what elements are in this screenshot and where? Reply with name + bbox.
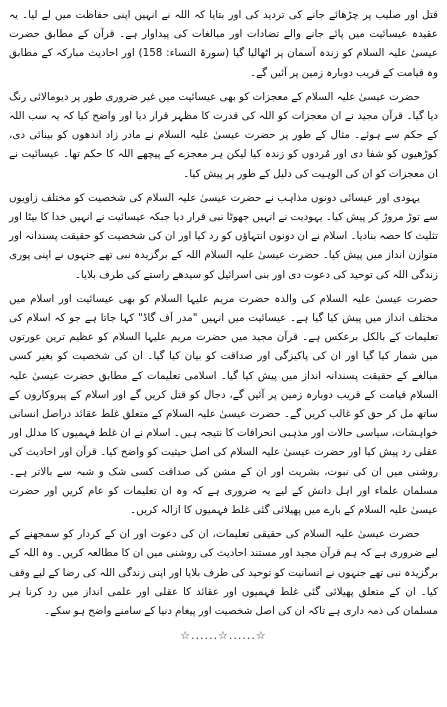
section-end-ornament: ☆......☆......☆ — [180, 629, 267, 643]
paragraph-5: حضرت عیسیٰ علیہ السلام کی حقیقی تعلیمات، ان کی دعوت اور ان کے کردار کو سمجھنے کے لیے ضروری ہے کہ ہم قرآن مجید اور مستند احادیث کی روشنی میں ان کا مطالعہ کریں۔ وہ اللہ کے برگزیدہ نبی تھے جنہوں نے انسانیت کو توحید کی طرف بلایا اور اپنی زندگی اللہ کی رضا کے لیے وقف کیا۔ ان کے متعلق پھیلائی گئی غلط فہمیوں اور عقائد کا عقلی اور علمی انداز میں رد کرنا ہر مسلمان کی ذمہ داری ہے تاکہ ان کی اصل شخصیت اور پیغام دنیا کے سامنے واضح ہو سکے۔ — [9, 528, 438, 618]
paragraph-4: حضرت عیسیٰ علیہ السلام کی والدہ حضرت مریم علیہا السلام کو بھی عیسائیت اور اسلام میں مختلف انداز میں پیش کیا گیا ہے۔ عیسائیت میں انہیں "مدر آف گاڈ" کہا جاتا ہے جو کہ اسلام کی تعلیمات کے بالکل برعکس ہے۔ قرآن مجید میں حضرت مریم علیہا السلام کو عظیم ترین عورتوں میں شمار کیا گیا اور ان کی پاکیزگی اور صداقت کو بیان کیا گیا۔ ان کی شخصیت کو بغیر کسی مبالغے کے حقیقت پسندانہ انداز میں پیش کیا گیا۔ اسلامی تعلیمات کے مطابق حضرت عیسیٰ علیہ السلام قیامت کے قریب دوبارہ زمین پر آئیں گے، دجال کو قتل کریں گے اور اسلام کے پیروکاروں کے ساتھ مل کر حق کو غالب کریں گے۔ حضرت عیسیٰ علیہ السلام کے متعلق غلط عقائد دراصل انسانی خواہشات، سیاسی حالات اور مذہبی انحرافات کا نتیجہ ہیں۔ اسلام نے ان غلط فہمیوں کا مدلل اور عقلی رد پیش کیا اور حضرت عیسیٰ علیہ السلام کی اصل حیثیت کو واضح کیا۔ قرآن اور احادیث کی روشنی میں ان کی نبوت، بشریت اور ان کے مشن کی صداقت کسی شک و شبہ سے بالاتر ہے۔ مسلمان علماء اور اہل دانش کے لیے یہ ضروری ہے کہ وہ ان تعلیمات کو عام کریں اور حضرت عیسیٰ علیہ السلام کے بارے میں پھیلائی گئی غلط فہمیوں کا ازالہ کریں۔ — [9, 292, 438, 517]
paragraph-2: حضرت عیسیٰ علیہ السلام کے معجزات کو بھی عیسائیت میں غیر ضروری طور پر دیومالائی رنگ دیا گیا۔ قرآن مجید نے ان معجزات کو اللہ کی قدرت کا مظہر قرار دیا اور واضح کیا کہ یہ سب اللہ کے حکم سے ہوئے۔ مثال کے طور پر حضرت عیسیٰ علیہ السلام نے مادر زاد اندھوں کو بینائی دی، کوڑھیوں کو شفا دی اور مُردوں کو زندہ کیا لیکن ہر معجزے کے پیچھے اللہ کا حکم تھا۔ عیسائیت نے ان معجزات کو ان کی الوہیت کی دلیل کے طور پر پیش کیا۔ — [9, 90, 438, 180]
paragraph-3: یہودی اور عیسائی دونوں مذاہب نے حضرت عیسیٰ علیہ السلام کی شخصیت کو مختلف زاویوں سے توڑ مروڑ کر پیش کیا۔ یہودیت نے انہیں جھوٹا نبی قرار دیا جبکہ عیسائیت نے انہیں خدا کا بیٹا اور تثلیث کا حصہ بنادیا۔ اسلام نے ان دونوں انتہاؤں کو رد کیا اور ان کی شخصیت کو حقیقت پسندانہ اور متوازن انداز میں پیش کیا۔ حضرت عیسیٰ علیہ السلام اللہ کے برگزیدہ نبی تھے جنہوں نے اپنی پوری زندگی اللہ کی توحید کی دعوت دی اور بنی اسرائیل کو سیدھے راستے کی طرف بلایا۔ — [9, 191, 438, 281]
paragraph-1: قتل اور صلیب پر چڑھائے جانے کی تردید کی اور بتایا کہ اللہ نے انہیں اپنی حفاظت میں لے لیا۔ یہ عقیدہ عیسائیت میں پائے جانے والے تضادات اور مبالغات کی پیداوار ہے۔ قرآن کے مطابق حضرت عیسیٰ علیہ السلام کو زندہ آسمان پر اٹھالیا گیا (سورۃ النساء: 158) اور احادیث مبارکہ کے مطابق وہ قیامت کے قریب دوبارہ زمین پر آئیں گے۔ — [9, 9, 438, 79]
